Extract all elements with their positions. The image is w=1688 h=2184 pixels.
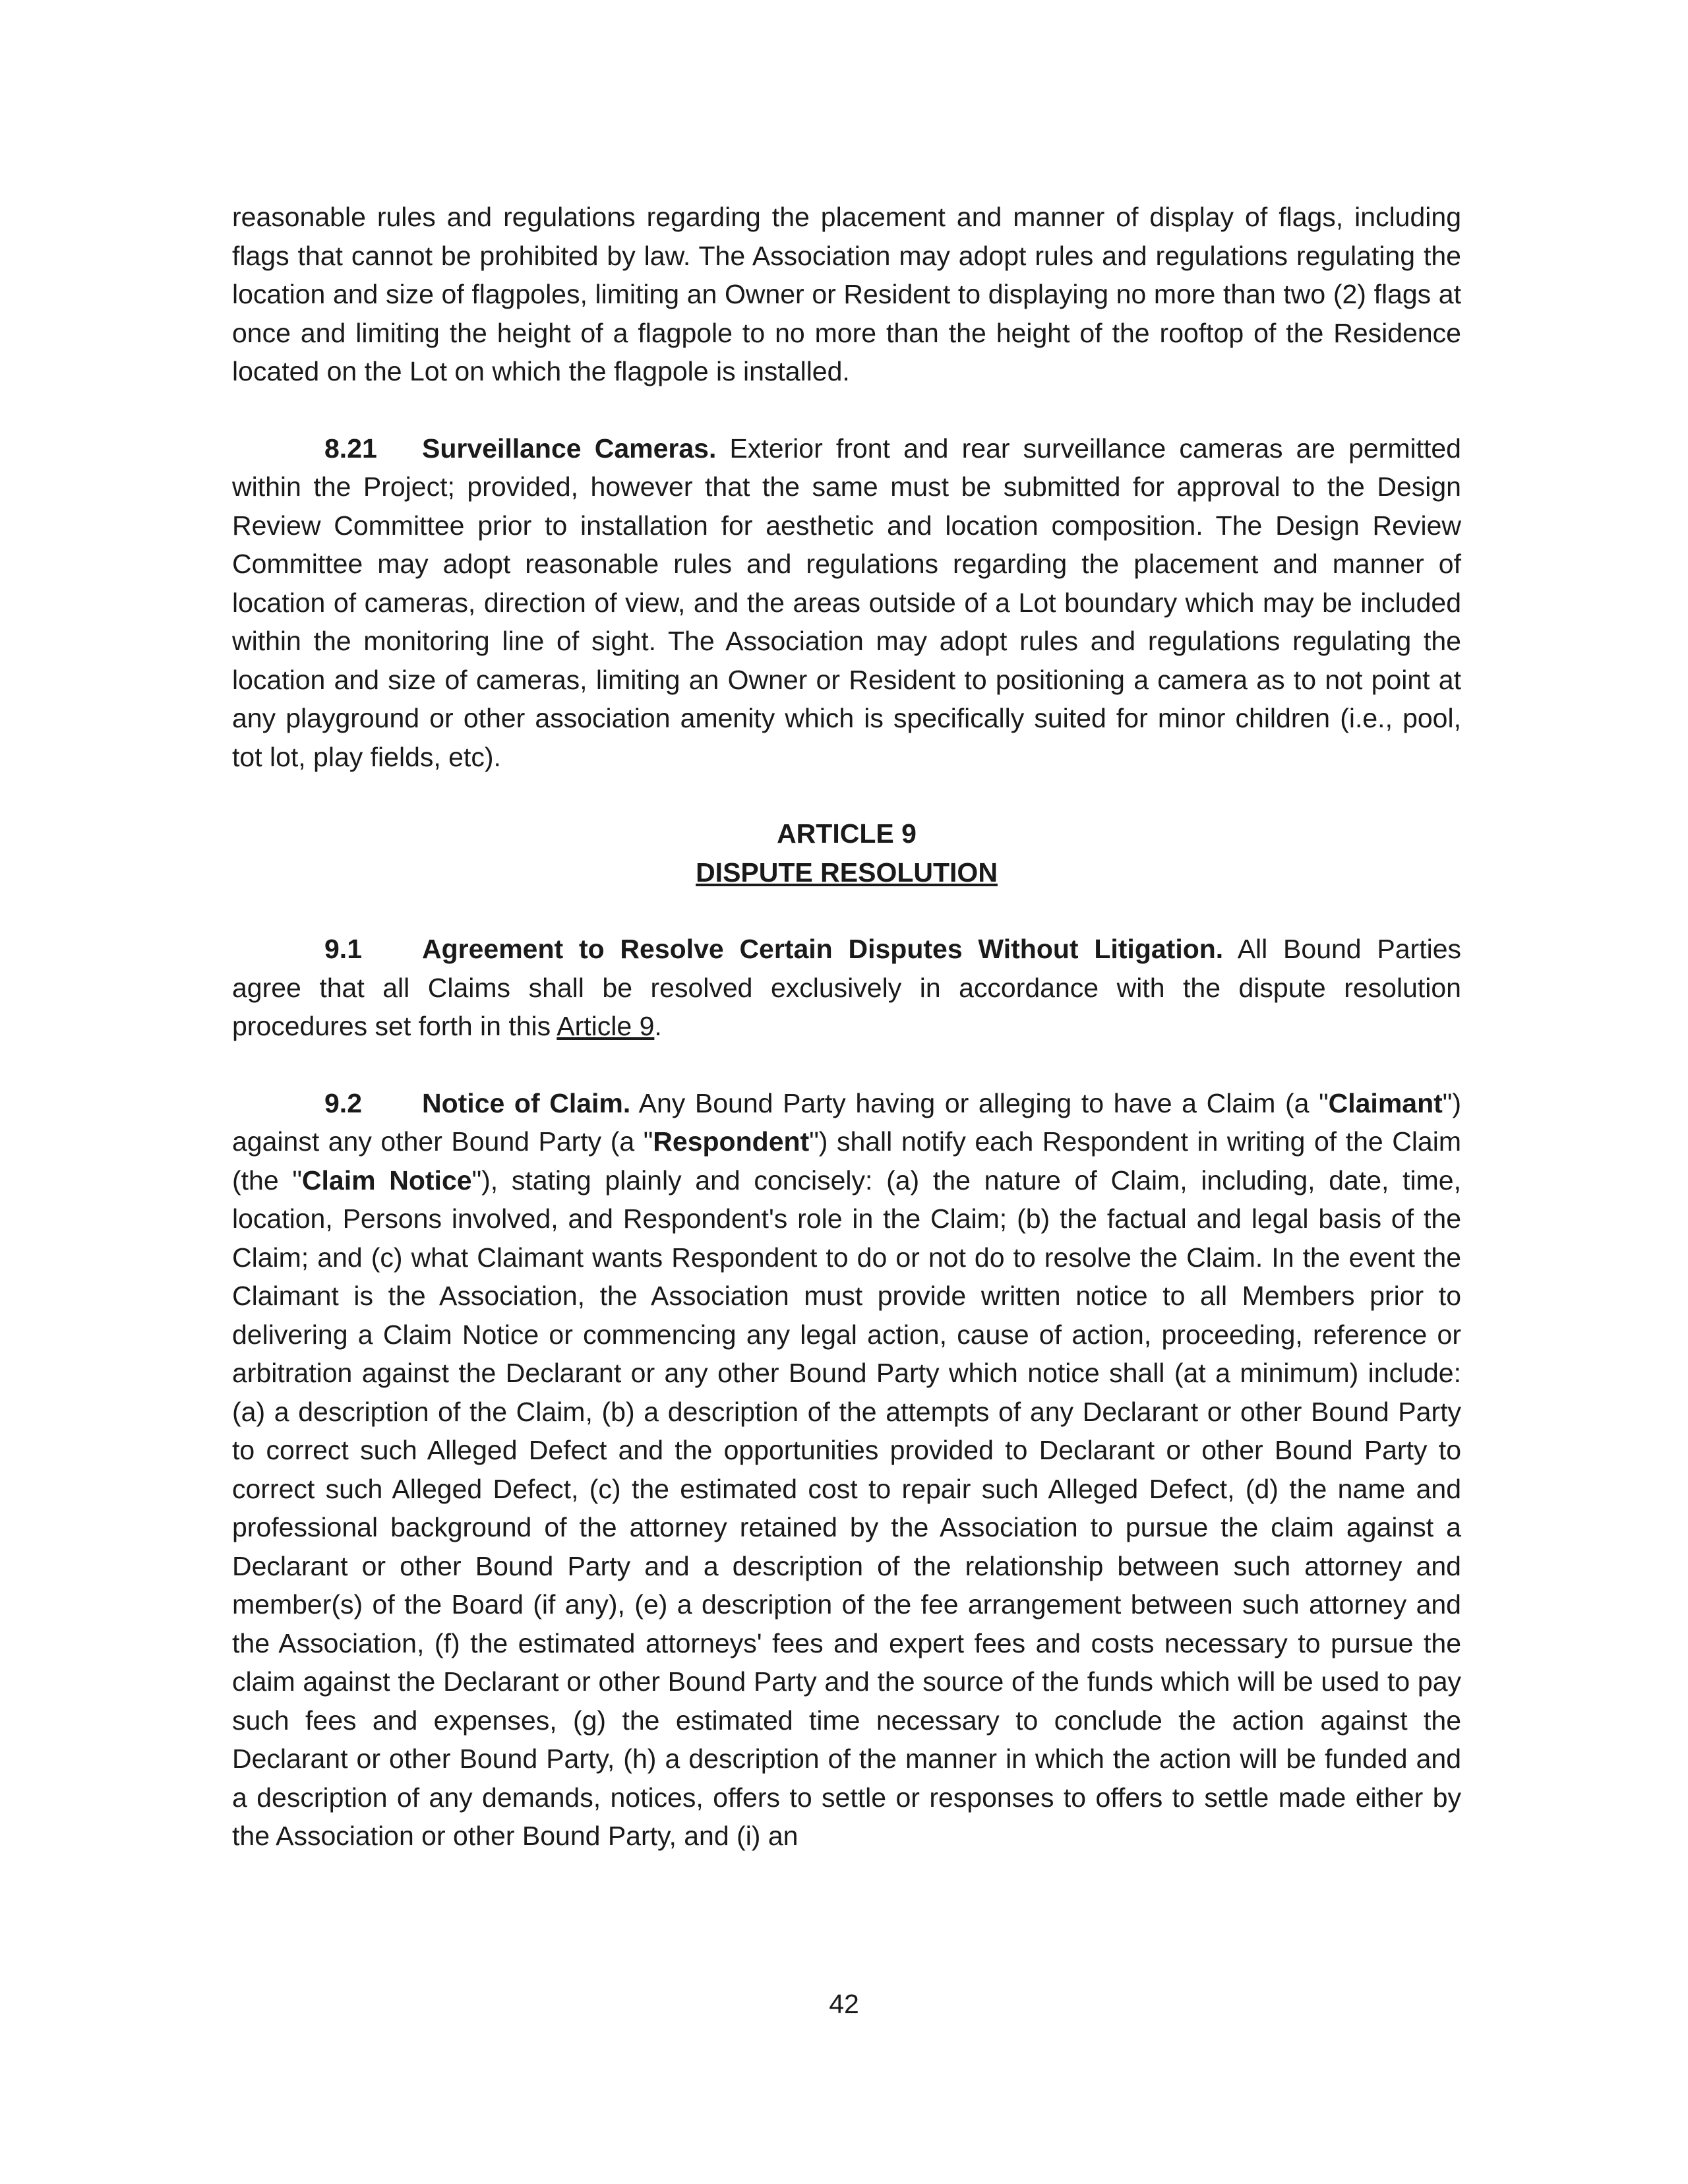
section-title: Notice of Claim. [422,1087,631,1118]
continuation-text: reasonable rules and regulations regarding the placement and manner of display of flags, including flags that cannot be prohibited by law. The Association may adopt rules and regulations regulating the location and size of flagpoles, limiting an Owner or Resident to displaying no more than two (2) flags at once and limiting the height of a flagpole to no more than the height of the rooftop of the Residence located on the Lot on which the flagpole is installed. [232,202,1461,386]
section-body: Exterior front and rear surveillance cameras are permitted within the Project; provided, however that the same must be submitted for approval to the Design Review Committee prior to installation for aesthetic and location composition. The Design Review Committee may adopt reasonable rules and regulations regarding the placement and manner of location of cameras, direction of view, and the areas outside of a Lot boundary which may be included within the monitoring line of sight. The Association may adopt rules and regulations regulating the location and size of cameras, limiting an Owner or Resident to positioning a camera as to not point at any playground or other association amenity which is specifically suited for minor children (i.e., pool, tot lot, play fields, etc). [232,433,1461,772]
article-label: ARTICLE 9 [777,818,917,849]
section-title: Agreement to Resolve Certain Disputes Without Litigation. [422,934,1224,964]
page-number: 42 [829,1989,859,2019]
section-body: ") shall notify each Respondent in writing of the Claim (the " [232,1126,1461,1196]
section-9-2 [232,1084,1461,1856]
defined-term-claimant: Claimant [1328,1087,1443,1118]
section-body: "), stating plainly and concisely: (a) the nature of Claim, including, date, time, location, Persons involved, and Respondent's role in the Claim; (b) the factual and legal basis of the Claim; and (c) what Claimant wants Respondent to do or not do to resolve the Claim. In the event the Claimant is the Association, the Association must provide written notice to all Members prior to delivering a Claim Notice or commencing any legal action, cause of action, proceeding, reference or arbitration against the Declarant or any other Bound Party which notice shall (at a minimum) include: (a) a description of the Claim, (b) a description of the attempts of any Declarant or other Bound Party to correct such Alleged Defect and the opportunities provided to Declarant or other Bound Party to correct such Alleged Defect, (c) the estimated cost to repair such Alleged Defect, (d) the name and professional background of the attorney retained by the Association to pursue the claim against a Declarant or other Bound Party and a description of the relationship between such attorney and member(s) of the Board (if any), (e) a description of the fee arrangement between such attorney and the Association, (f) the estimated attorneys' fees and expert fees and costs necessary to pursue the claim against the Declarant or other Bound Party and the source of the funds which will be used to pay such fees and expenses, (g) the estimated time necessary to conclude the action against the Declarant or other Bound Party, (h) a description of the manner in which the action will be funded and a description of any demands, notices, offers to settle or responses to offers to settle made either by the Association or other Bound Party, and (i) an [232,1165,1461,1851]
article-title: DISPUTE RESOLUTION [696,857,998,888]
section-8-21 [232,429,1461,777]
section-title: Surveillance Cameras. [422,433,717,464]
article-reference-link: Article 9 [557,1011,655,1041]
document-page [232,198,1461,1894]
defined-term-respondent: Respondent [653,1126,810,1157]
defined-term-claim-notice: Claim Notice [301,1165,472,1196]
section-number: 8.21 [324,433,377,464]
section-body: ") against any other Bound Party (a " [232,1087,1461,1157]
section-number: 9.2 [324,1087,362,1118]
section-body: Any Bound Party having or alleging to have a Claim (a " [630,1087,1329,1118]
continuation-paragraph [232,198,1461,391]
section-body-end: . [654,1011,662,1041]
section-body: All Bound Parties agree that all Claims shall be resolved exclusively in accordance with the dispute resolution procedures set forth in this [232,934,1461,1041]
article-heading [232,814,1461,892]
section-number: 9.1 [324,934,362,964]
section-9-1 [232,930,1461,1046]
